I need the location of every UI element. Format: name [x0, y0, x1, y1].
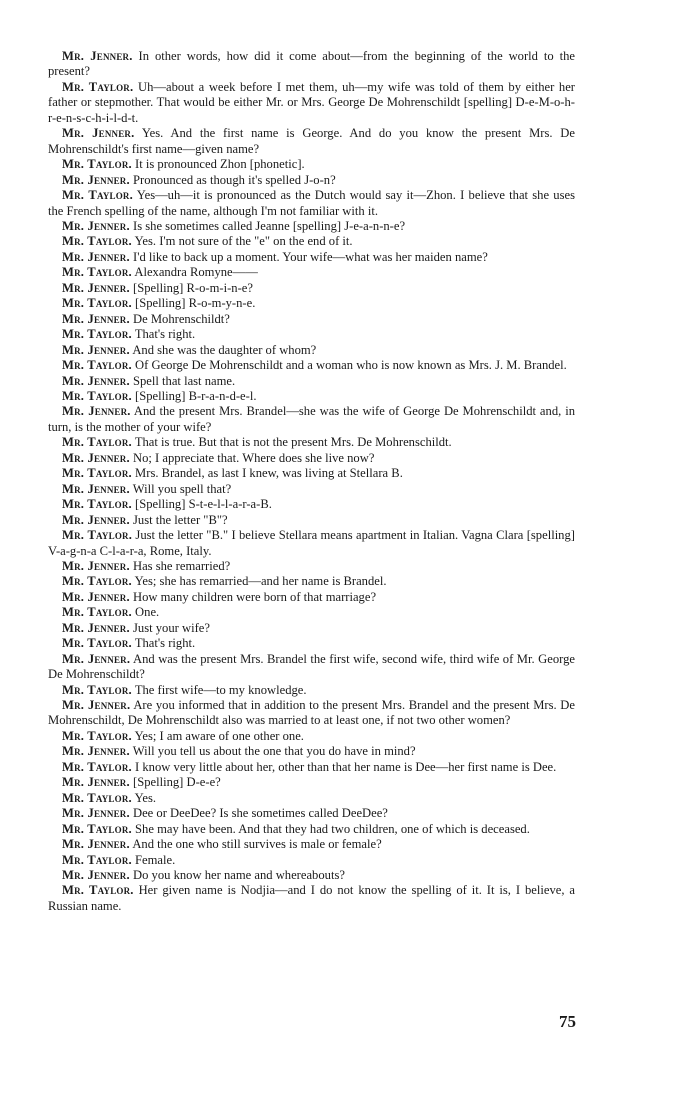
- testimony-paragraph: [48, 389, 575, 404]
- testimony-paragraph: [48, 621, 575, 636]
- speaker-label: Mr. Jenner.: [62, 744, 130, 759]
- testimony-paragraph: [48, 853, 575, 868]
- speech-text: Yes. I'm not sure of the "e" on the end of it.: [134, 234, 353, 249]
- testimony-paragraph: [48, 744, 575, 759]
- speaker-label: Mr. Taylor.: [62, 296, 132, 311]
- testimony-paragraph: [48, 80, 575, 126]
- speaker-label: Mr. Taylor.: [62, 358, 132, 373]
- speaker-label: Mr. Taylor.: [62, 883, 134, 898]
- speech-text: Mrs. Brandel, as last I knew, was living at Stellara B.: [135, 466, 403, 481]
- testimony-paragraph: [48, 435, 575, 450]
- testimony-paragraph: [48, 234, 575, 249]
- testimony-paragraph: [48, 451, 575, 466]
- speaker-label: Mr. Taylor.: [62, 79, 134, 94]
- speaker-label: Mr. Taylor.: [62, 466, 132, 481]
- testimony-paragraph: [48, 574, 575, 589]
- testimony-paragraph: [48, 837, 575, 852]
- testimony-paragraph: [48, 374, 575, 389]
- speech-text: Will you tell us about the one that you do have in mind?: [132, 744, 416, 759]
- speech-text: Just your wife?: [133, 620, 210, 635]
- testimony-paragraph: [48, 404, 575, 435]
- testimony-paragraph: [48, 466, 575, 481]
- speaker-label: Mr. Jenner.: [62, 172, 130, 187]
- speaker-label: Mr. Jenner.: [62, 49, 133, 63]
- speaker-label: Mr. Jenner.: [62, 651, 131, 666]
- speaker-label: Mr. Taylor.: [62, 327, 132, 342]
- testimony-paragraph: [48, 188, 575, 219]
- speech-text: And was the present Mrs. Brandel the first wife, second wife, third wife of Mr. George De Mohrenschildt?: [48, 651, 575, 682]
- testimony-paragraph: [48, 775, 575, 790]
- speech-text: I'd like to back up a moment. Your wife—what was her maiden name?: [133, 249, 488, 264]
- testimony-paragraph: [48, 605, 575, 620]
- testimony-paragraph: [48, 173, 575, 188]
- speaker-label: Mr. Jenner.: [62, 620, 130, 635]
- speech-text: Yes.: [134, 790, 157, 805]
- speaker-label: Mr. Jenner.: [62, 311, 130, 326]
- speech-text: Spell that last name.: [133, 373, 236, 388]
- speech-text: No; I appreciate that. Where does she live now?: [133, 450, 375, 465]
- speech-text: And the present Mrs. Brandel—she was the wife of George De Mohrenschildt and, in turn, is the mother of your wife?: [48, 404, 575, 434]
- speaker-label: Mr. Taylor.: [62, 759, 132, 774]
- speech-text: [Spelling] S-t-e-l-l-a-r-a-B.: [135, 497, 272, 512]
- speaker-label: Mr. Jenner.: [62, 589, 130, 604]
- transcript-page: [48, 49, 575, 914]
- speaker-label: Mr. Taylor.: [62, 852, 132, 867]
- speaker-label: Mr. Jenner.: [62, 698, 131, 713]
- speaker-label: Mr. Jenner.: [62, 806, 130, 821]
- speaker-label: Mr. Jenner.: [62, 404, 131, 419]
- speaker-label: Mr. Taylor.: [62, 574, 132, 589]
- speech-text: Has she remarried?: [133, 558, 231, 573]
- testimony-paragraph: [48, 343, 575, 358]
- speaker-label: Mr. Taylor.: [62, 388, 132, 403]
- testimony-paragraph: [48, 806, 575, 821]
- speech-text: De Mohrenschildt?: [133, 311, 230, 326]
- speech-text: Do you know her name and whereabouts?: [133, 868, 345, 883]
- speaker-label: Mr. Jenner.: [62, 868, 130, 883]
- speech-text: One.: [135, 605, 160, 620]
- speech-text: [Spelling] R-o-m-y-n-e.: [135, 296, 256, 311]
- speaker-label: Mr. Taylor.: [62, 790, 132, 805]
- speaker-label: Mr. Taylor.: [62, 728, 132, 743]
- speech-text: Just the letter "B." I believe Stellara means apartment in Italian. Vagna Clara [spelling] V-a-g-n-a C-l-a-r-a, Rome, Italy.: [48, 528, 575, 558]
- speech-text: Her given name is Nodjia—and I do not know the spelling of it. It is, I believe, a Russian name.: [48, 883, 575, 913]
- testimony-paragraph: [48, 497, 575, 512]
- speech-text: Is she sometimes called Jeanne [spelling] J-e-a-n-n-e?: [133, 218, 406, 233]
- speaker-label: Mr. Jenner.: [62, 837, 130, 852]
- testimony-paragraph: [48, 683, 575, 698]
- speech-text: It is pronounced Zhon [phonetic].: [135, 157, 305, 172]
- testimony-paragraph: [48, 590, 575, 605]
- speech-text: Uh—about a week before I met them, uh—my wife was told of them by either her father or stepmother. That would be either Mr. or Mrs. George De Mohrenschildt [spelling] D-e-M-o-h-r-e-n-s-c-h-i-l-d-t.: [48, 79, 575, 125]
- testimony-paragraph: [48, 327, 575, 342]
- testimony-paragraph: [48, 265, 575, 280]
- speech-text: That's right.: [134, 636, 196, 651]
- testimony-paragraph: [48, 868, 575, 883]
- speaker-label: Mr. Jenner.: [62, 558, 130, 573]
- testimony-paragraph: [48, 822, 575, 837]
- speaker-label: Mr. Taylor.: [62, 497, 132, 512]
- speech-text: Alexandra Romyne——: [134, 265, 258, 280]
- testimony-paragraph: [48, 482, 575, 497]
- testimony-paragraph: [48, 528, 575, 559]
- testimony-paragraph: [48, 698, 575, 729]
- speaker-label: Mr. Taylor.: [62, 821, 132, 836]
- speaker-label: Mr. Taylor.: [62, 234, 132, 249]
- testimony-paragraph: [48, 157, 575, 172]
- testimony-paragraph: [48, 296, 575, 311]
- speech-text: That is true. But that is not the present Mrs. De Mohrenschildt.: [134, 435, 452, 450]
- speech-text: [Spelling] D-e-e?: [133, 775, 221, 790]
- speech-text: Of George De Mohrenschildt and a woman who is now known as Mrs. J. M. Brandel.: [135, 358, 567, 373]
- speaker-label: Mr. Jenner.: [62, 775, 130, 790]
- speaker-label: Mr. Taylor.: [62, 188, 133, 203]
- speaker-label: Mr. Jenner.: [62, 342, 130, 357]
- testimony-paragraph: [48, 358, 575, 373]
- speech-text: How many children were born of that marriage?: [133, 589, 377, 604]
- testimony-paragraph: [48, 883, 575, 914]
- speaker-label: Mr. Taylor.: [62, 682, 132, 697]
- speech-text: I know very little about her, other than that her name is Dee—her first name is Dee.: [135, 759, 557, 774]
- speech-text: She may have been. And that they had two children, one of which is deceased.: [135, 821, 530, 836]
- speech-text: And she was the daughter of whom?: [132, 342, 317, 357]
- speech-text: Yes. And the first name is George. And do you know the present Mrs. De Mohrenschildt's first name—given name?: [48, 126, 575, 156]
- speaker-label: Mr. Taylor.: [62, 435, 132, 450]
- testimony-paragraph: [48, 49, 575, 80]
- speaker-label: Mr. Taylor.: [62, 528, 133, 543]
- speaker-label: Mr. Jenner.: [62, 481, 130, 496]
- speech-text: Just the letter "B"?: [133, 512, 228, 527]
- speaker-label: Mr. Jenner.: [62, 280, 130, 295]
- page-number: 75: [559, 1012, 576, 1031]
- speaker-label: Mr. Jenner.: [62, 126, 135, 141]
- speech-text: Are you informed that in addition to the present Mrs. Brandel and the present Mrs. De Mohrenschildt, De Mohrenschildt also was married to at least one, if not two other women?: [48, 698, 575, 728]
- speech-text: The first wife—to my knowledge.: [134, 682, 307, 697]
- speaker-label: Mr. Taylor.: [62, 265, 132, 280]
- speech-text: In other words, how did it come about—from the beginning of the world to the present?: [48, 49, 575, 79]
- testimony-paragraph: [48, 636, 575, 651]
- speaker-label: Mr. Taylor.: [62, 605, 132, 620]
- speech-text: Yes; she has remarried—and her name is Brandel.: [134, 574, 387, 589]
- testimony-paragraph: [48, 513, 575, 528]
- speaker-label: Mr. Jenner.: [62, 450, 130, 465]
- testimony-paragraph: [48, 559, 575, 574]
- testimony-paragraph: [48, 760, 575, 775]
- speech-text: [Spelling] R-o-m-i-n-e?: [133, 280, 253, 295]
- speech-text: Yes—uh—it is pronounced as the Dutch would say it—Zhon. I believe that she uses the French spelling of the name, although I'm not familiar with it.: [48, 188, 575, 218]
- speech-text: Dee or DeeDee? Is she sometimes called DeeDee?: [133, 806, 388, 821]
- testimony-paragraph: [48, 126, 575, 157]
- speech-text: Pronounced as though it's spelled J-o-n?: [133, 172, 336, 187]
- speech-text: Will you spell that?: [132, 481, 232, 496]
- speech-text: [Spelling] B-r-a-n-d-e-l.: [135, 388, 257, 403]
- testimony-paragraph: [48, 652, 575, 683]
- speech-text: That's right.: [134, 327, 196, 342]
- speaker-label: Mr. Taylor.: [62, 636, 132, 651]
- testimony-paragraph: [48, 312, 575, 327]
- speech-text: Yes; I am aware of one other one.: [134, 728, 304, 743]
- speaker-label: Mr. Taylor.: [62, 157, 132, 172]
- speaker-label: Mr. Jenner.: [62, 249, 130, 264]
- testimony-paragraph: [48, 281, 575, 296]
- speech-text: Female.: [135, 852, 176, 867]
- testimony-paragraph: [48, 729, 575, 744]
- speaker-label: Mr. Jenner.: [62, 373, 130, 388]
- speaker-label: Mr. Jenner.: [62, 512, 130, 527]
- testimony-paragraph: [48, 791, 575, 806]
- speaker-label: Mr. Jenner.: [62, 218, 130, 233]
- testimony-paragraph: [48, 219, 575, 234]
- testimony-paragraph: [48, 250, 575, 265]
- speech-text: And the one who still survives is male or female?: [132, 837, 382, 852]
